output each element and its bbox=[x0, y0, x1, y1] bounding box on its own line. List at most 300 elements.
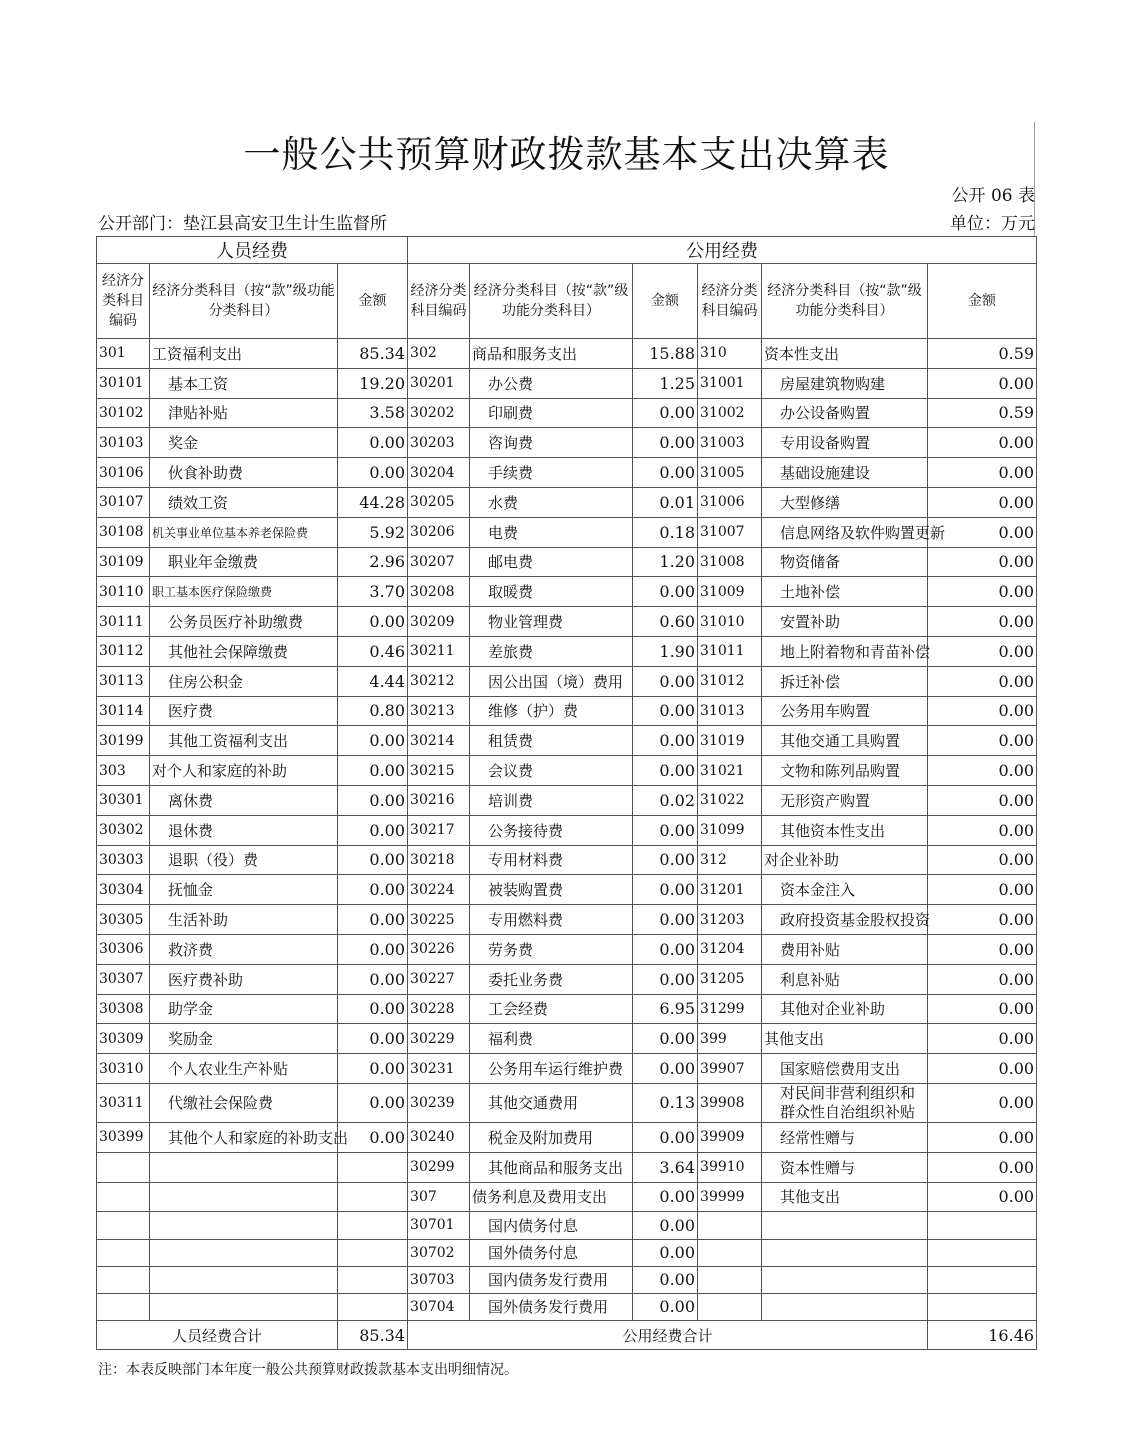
cell-name: 培训费 bbox=[470, 785, 633, 815]
table-row bbox=[97, 994, 1037, 1024]
cell-amount bbox=[928, 1266, 1037, 1293]
cell-amount: 0.01 bbox=[633, 487, 698, 517]
cell-amount: 0.00 bbox=[633, 398, 698, 428]
cell-amount bbox=[928, 1212, 1037, 1239]
cell-name: 大型修缮 bbox=[762, 487, 928, 517]
personnel-total-label: 人员经费合计 bbox=[97, 1321, 338, 1350]
cell-code: 30231 bbox=[408, 1054, 470, 1084]
col-header-name: 经济分类科目（按“款”级功能分类科目） bbox=[470, 264, 633, 339]
cell-name: 地上附着物和青苗补偿 bbox=[762, 636, 928, 666]
cell-amount: 0.00 bbox=[928, 607, 1037, 637]
cell-name: 国外债务付息 bbox=[470, 1239, 633, 1266]
cell-code: 30103 bbox=[97, 428, 150, 458]
cell-amount: 0.80 bbox=[338, 696, 408, 726]
cell-amount: 1.25 bbox=[633, 368, 698, 398]
cell-code: 31204 bbox=[698, 934, 762, 964]
cell-name: 国内债务发行费用 bbox=[470, 1266, 633, 1293]
cell-code: 30207 bbox=[408, 547, 470, 577]
cell-name bbox=[762, 1239, 928, 1266]
table-row bbox=[97, 875, 1037, 905]
cell-code: 30110 bbox=[97, 577, 150, 607]
cell-name: 国外债务发行费用 bbox=[470, 1293, 633, 1320]
cell-code: 30303 bbox=[97, 845, 150, 875]
cell-code: 39907 bbox=[698, 1054, 762, 1084]
cell-code: 30112 bbox=[97, 636, 150, 666]
cell-code: 30101 bbox=[97, 368, 150, 398]
table-row bbox=[97, 756, 1037, 786]
cell-amount: 0.00 bbox=[928, 726, 1037, 756]
cell-code: 30307 bbox=[97, 964, 150, 994]
cell-name bbox=[762, 1212, 928, 1239]
col-header-amount: 金额 bbox=[633, 264, 698, 339]
cell-amount bbox=[928, 1239, 1037, 1266]
cell-code: 31011 bbox=[698, 636, 762, 666]
cell-name: 工会经费 bbox=[470, 994, 633, 1024]
cell-name: 其他交通费用 bbox=[470, 1083, 633, 1122]
cell-name bbox=[762, 1293, 928, 1320]
cell-name: 基本工资 bbox=[150, 368, 338, 398]
cell-code: 30399 bbox=[97, 1122, 150, 1152]
cell-amount: 0.00 bbox=[928, 487, 1037, 517]
cell-name: 商品和服务支出 bbox=[470, 339, 633, 369]
cell-amount: 6.95 bbox=[633, 994, 698, 1024]
cell-code: 30215 bbox=[408, 756, 470, 786]
cell-code: 30107 bbox=[97, 487, 150, 517]
cell-name: 其他个人和家庭的补助支出 bbox=[150, 1122, 338, 1152]
cell-name: 水费 bbox=[470, 487, 633, 517]
cell-code: 31021 bbox=[698, 756, 762, 786]
cell-code: 31012 bbox=[698, 666, 762, 696]
cell-name: 其他社会保障缴费 bbox=[150, 636, 338, 666]
cell-amount: 0.00 bbox=[633, 934, 698, 964]
cell-amount: 0.00 bbox=[338, 815, 408, 845]
cell-code: 39910 bbox=[698, 1152, 762, 1182]
cell-name: 公务员医疗补助缴费 bbox=[150, 607, 338, 637]
cell-code: 30214 bbox=[408, 726, 470, 756]
cell-code: 312 bbox=[698, 845, 762, 875]
cell-amount: 1.20 bbox=[633, 547, 698, 577]
cell-amount: 0.00 bbox=[633, 696, 698, 726]
cell-amount: 0.00 bbox=[928, 934, 1037, 964]
cell-code: 31019 bbox=[698, 726, 762, 756]
cell-amount: 0.59 bbox=[928, 339, 1037, 369]
cell-amount: 0.00 bbox=[633, 905, 698, 935]
cell-code: 30239 bbox=[408, 1083, 470, 1122]
col-header-amount: 金额 bbox=[928, 264, 1037, 339]
table-row bbox=[97, 696, 1037, 726]
cell-amount: 0.00 bbox=[928, 1024, 1037, 1054]
col-header-amount: 金额 bbox=[338, 264, 408, 339]
personnel-total-value: 85.34 bbox=[338, 1321, 408, 1350]
cell-code: 30217 bbox=[408, 815, 470, 845]
cell-name: 专用燃料费 bbox=[470, 905, 633, 935]
cell-name: 资本金注入 bbox=[762, 875, 928, 905]
col-header-name: 经济分类科目（按“款”级功能分类科目） bbox=[150, 264, 338, 339]
cell-name: 办公费 bbox=[470, 368, 633, 398]
cell-amount: 0.00 bbox=[928, 1122, 1037, 1152]
table-row bbox=[97, 607, 1037, 637]
cell-amount: 5.92 bbox=[338, 517, 408, 547]
section-public: 公用经费 bbox=[408, 237, 1037, 264]
cell-amount: 0.00 bbox=[928, 1054, 1037, 1084]
cell-code: 30701 bbox=[408, 1212, 470, 1239]
cell-code bbox=[698, 1266, 762, 1293]
cell-code: 30308 bbox=[97, 994, 150, 1024]
cell-amount: 0.00 bbox=[338, 1024, 408, 1054]
cell-amount: 0.00 bbox=[633, 1122, 698, 1152]
cell-amount: 2.96 bbox=[338, 547, 408, 577]
cell-amount: 0.00 bbox=[928, 428, 1037, 458]
cell-amount: 0.00 bbox=[928, 785, 1037, 815]
cell-amount bbox=[338, 1152, 408, 1182]
cell-code bbox=[698, 1212, 762, 1239]
cell-code: 30114 bbox=[97, 696, 150, 726]
cell-name bbox=[150, 1182, 338, 1212]
cell-amount: 0.00 bbox=[633, 666, 698, 696]
cell-name: 机关事业单位基本养老保险费 bbox=[150, 517, 338, 547]
cell-amount: 0.00 bbox=[338, 994, 408, 1024]
cell-name: 职工基本医疗保险缴费 bbox=[150, 577, 338, 607]
cell-name bbox=[762, 1266, 928, 1293]
cell-code: 31001 bbox=[698, 368, 762, 398]
table-row bbox=[97, 1122, 1037, 1152]
table-row bbox=[97, 666, 1037, 696]
cell-name: 其他资本性支出 bbox=[762, 815, 928, 845]
cell-code bbox=[97, 1182, 150, 1212]
cell-name: 信息网络及软件购置更新 bbox=[762, 517, 928, 547]
cell-name: 办公设备购置 bbox=[762, 398, 928, 428]
cell-code: 31003 bbox=[698, 428, 762, 458]
cell-name bbox=[150, 1239, 338, 1266]
cell-code: 30224 bbox=[408, 875, 470, 905]
cell-name: 职业年金缴费 bbox=[150, 547, 338, 577]
cell-name: 离休费 bbox=[150, 785, 338, 815]
cell-amount: 0.13 bbox=[633, 1083, 698, 1122]
cell-code: 30311 bbox=[97, 1083, 150, 1122]
cell-name bbox=[150, 1212, 338, 1239]
table-row bbox=[97, 1152, 1037, 1182]
cell-name: 其他交通工具购置 bbox=[762, 726, 928, 756]
cell-amount: 0.00 bbox=[928, 815, 1037, 845]
cell-code: 30704 bbox=[408, 1293, 470, 1320]
cell-name bbox=[150, 1293, 338, 1320]
cell-code: 30702 bbox=[408, 1239, 470, 1266]
cell-name: 代缴社会保险费 bbox=[150, 1083, 338, 1122]
cell-name: 委托业务费 bbox=[470, 964, 633, 994]
cell-amount: 0.00 bbox=[928, 696, 1037, 726]
cell-amount: 0.18 bbox=[633, 517, 698, 547]
cell-code: 30703 bbox=[408, 1266, 470, 1293]
cell-amount: 0.00 bbox=[633, 815, 698, 845]
table-row bbox=[97, 636, 1037, 666]
cell-code: 31099 bbox=[698, 815, 762, 845]
cell-name: 其他支出 bbox=[762, 1182, 928, 1212]
cell-code: 30206 bbox=[408, 517, 470, 547]
cell-name: 咨询费 bbox=[470, 428, 633, 458]
table-row bbox=[97, 726, 1037, 756]
cell-name: 基础设施建设 bbox=[762, 458, 928, 488]
section-personnel: 人员经费 bbox=[97, 237, 408, 264]
table-row bbox=[97, 517, 1037, 547]
cell-amount: 0.00 bbox=[338, 428, 408, 458]
cell-amount: 0.00 bbox=[633, 1293, 698, 1320]
cell-amount: 4.44 bbox=[338, 666, 408, 696]
cell-code: 30310 bbox=[97, 1054, 150, 1084]
table-row bbox=[97, 339, 1037, 369]
cell-name: 其他商品和服务支出 bbox=[470, 1152, 633, 1182]
cell-code: 30202 bbox=[408, 398, 470, 428]
table-row bbox=[97, 964, 1037, 994]
cell-name: 租赁费 bbox=[470, 726, 633, 756]
cell-code: 302 bbox=[408, 339, 470, 369]
cell-code: 30226 bbox=[408, 934, 470, 964]
cell-amount: 0.00 bbox=[928, 1152, 1037, 1182]
cell-amount: 0.00 bbox=[633, 1212, 698, 1239]
cell-name: 公务用车购置 bbox=[762, 696, 928, 726]
cell-amount: 3.70 bbox=[338, 577, 408, 607]
table-row bbox=[97, 785, 1037, 815]
cell-code: 31205 bbox=[698, 964, 762, 994]
cell-name: 资本性支出 bbox=[762, 339, 928, 369]
cell-amount: 0.00 bbox=[338, 756, 408, 786]
cell-amount bbox=[338, 1293, 408, 1320]
cell-code: 30212 bbox=[408, 666, 470, 696]
cell-name: 维修（护）费 bbox=[470, 696, 633, 726]
cell-name: 对企业补助 bbox=[762, 845, 928, 875]
cell-amount: 0.00 bbox=[633, 964, 698, 994]
cell-name: 国内债务付息 bbox=[470, 1212, 633, 1239]
cell-name: 医疗费补助 bbox=[150, 964, 338, 994]
cell-code: 307 bbox=[408, 1182, 470, 1212]
cell-code: 31201 bbox=[698, 875, 762, 905]
cell-amount: 0.00 bbox=[338, 1122, 408, 1152]
col-header-code: 经济分类科目编码 bbox=[408, 264, 470, 339]
cell-name: 退职（役）费 bbox=[150, 845, 338, 875]
cell-name: 房屋建筑物购建 bbox=[762, 368, 928, 398]
table-row bbox=[97, 1266, 1037, 1293]
cell-amount: 0.00 bbox=[338, 875, 408, 905]
cell-code: 31006 bbox=[698, 487, 762, 517]
cell-amount: 0.00 bbox=[633, 875, 698, 905]
cell-amount: 0.00 bbox=[338, 458, 408, 488]
cell-amount: 0.00 bbox=[928, 756, 1037, 786]
cell-code bbox=[97, 1266, 150, 1293]
cell-amount: 0.00 bbox=[338, 1054, 408, 1084]
cell-code: 39999 bbox=[698, 1182, 762, 1212]
cell-amount: 15.88 bbox=[633, 339, 698, 369]
cell-name: 其他工资福利支出 bbox=[150, 726, 338, 756]
cell-amount: 0.00 bbox=[633, 845, 698, 875]
totals-row bbox=[97, 1321, 1037, 1350]
cell-code: 31009 bbox=[698, 577, 762, 607]
cell-amount: 44.28 bbox=[338, 487, 408, 517]
cell-amount: 0.00 bbox=[338, 964, 408, 994]
cell-code: 30240 bbox=[408, 1122, 470, 1152]
cell-code: 30216 bbox=[408, 785, 470, 815]
cell-name: 专用设备购置 bbox=[762, 428, 928, 458]
table-row bbox=[97, 547, 1037, 577]
cell-name bbox=[150, 1266, 338, 1293]
table-row bbox=[97, 1083, 1037, 1122]
cell-name: 奖励金 bbox=[150, 1024, 338, 1054]
cell-code: 30209 bbox=[408, 607, 470, 637]
cell-name: 医疗费 bbox=[150, 696, 338, 726]
page-title: 一般公共预算财政拨款基本支出决算表 bbox=[243, 133, 890, 176]
table-row bbox=[97, 1239, 1037, 1266]
cell-code: 30106 bbox=[97, 458, 150, 488]
table-row bbox=[97, 487, 1037, 517]
cell-code: 303 bbox=[97, 756, 150, 786]
table-row bbox=[97, 934, 1037, 964]
cell-name: 其他对企业补助 bbox=[762, 994, 928, 1024]
cell-code: 30299 bbox=[408, 1152, 470, 1182]
cell-code: 30113 bbox=[97, 666, 150, 696]
cell-code: 30111 bbox=[97, 607, 150, 637]
cell-name: 经常性赠与 bbox=[762, 1122, 928, 1152]
table-row bbox=[97, 428, 1037, 458]
cell-amount: 0.60 bbox=[633, 607, 698, 637]
cell-code: 31007 bbox=[698, 517, 762, 547]
cell-code: 30213 bbox=[408, 696, 470, 726]
cell-name: 对个人和家庭的补助 bbox=[150, 756, 338, 786]
cell-name: 公务用车运行维护费 bbox=[470, 1054, 633, 1084]
cell-code bbox=[698, 1239, 762, 1266]
col-header-code: 经济分类科目编码 bbox=[97, 264, 150, 339]
cell-name: 被装购置费 bbox=[470, 875, 633, 905]
cell-name: 安置补助 bbox=[762, 607, 928, 637]
cell-amount: 0.00 bbox=[928, 964, 1037, 994]
column-header-row bbox=[97, 264, 1037, 339]
cell-amount: 0.00 bbox=[633, 458, 698, 488]
cell-name: 物业管理费 bbox=[470, 607, 633, 637]
cell-name: 对民间非营利组织和群众性自治组织补贴 bbox=[762, 1083, 928, 1122]
cell-amount: 0.00 bbox=[633, 1266, 698, 1293]
cell-name: 住房公积金 bbox=[150, 666, 338, 696]
section-header-row bbox=[97, 237, 1037, 264]
cell-amount: 0.59 bbox=[928, 398, 1037, 428]
cell-code: 30309 bbox=[97, 1024, 150, 1054]
unit-label: 单位：万元 bbox=[950, 214, 1035, 234]
cell-name: 手续费 bbox=[470, 458, 633, 488]
cell-name: 税金及附加费用 bbox=[470, 1122, 633, 1152]
cell-amount: 0.00 bbox=[928, 517, 1037, 547]
cell-code: 30208 bbox=[408, 577, 470, 607]
cell-amount: 3.58 bbox=[338, 398, 408, 428]
table-row bbox=[97, 1182, 1037, 1212]
cell-name: 费用补贴 bbox=[762, 934, 928, 964]
cell-amount bbox=[338, 1212, 408, 1239]
cell-name: 津贴补贴 bbox=[150, 398, 338, 428]
cell-amount: 0.00 bbox=[338, 845, 408, 875]
form-number: 公开 06 表 bbox=[951, 186, 1035, 206]
cell-amount: 0.00 bbox=[338, 1083, 408, 1122]
table-row bbox=[97, 905, 1037, 935]
cell-code: 31005 bbox=[698, 458, 762, 488]
cell-name: 因公出国（境）费用 bbox=[470, 666, 633, 696]
cell-code: 31022 bbox=[698, 785, 762, 815]
expenditure-table bbox=[96, 236, 1037, 1350]
cell-code: 30201 bbox=[408, 368, 470, 398]
cell-name: 国家赔偿费用支出 bbox=[762, 1054, 928, 1084]
cell-amount: 0.00 bbox=[338, 785, 408, 815]
cell-amount: 0.00 bbox=[928, 666, 1037, 696]
cell-code: 30211 bbox=[408, 636, 470, 666]
cell-amount: 85.34 bbox=[338, 339, 408, 369]
cell-code: 31010 bbox=[698, 607, 762, 637]
cell-code: 30199 bbox=[97, 726, 150, 756]
cell-name: 伙食补助费 bbox=[150, 458, 338, 488]
cell-code: 30108 bbox=[97, 517, 150, 547]
cell-code: 30109 bbox=[97, 547, 150, 577]
cell-amount: 0.00 bbox=[338, 607, 408, 637]
public-total-value: 16.46 bbox=[928, 1321, 1037, 1350]
cell-code: 30228 bbox=[408, 994, 470, 1024]
cell-amount: 0.00 bbox=[928, 1083, 1037, 1122]
cell-amount: 0.00 bbox=[928, 905, 1037, 935]
cell-code bbox=[97, 1212, 150, 1239]
cell-code: 30225 bbox=[408, 905, 470, 935]
cell-code: 310 bbox=[698, 339, 762, 369]
cell-amount: 0.00 bbox=[928, 547, 1037, 577]
cell-name: 取暖费 bbox=[470, 577, 633, 607]
cell-amount bbox=[338, 1182, 408, 1212]
cell-code: 39909 bbox=[698, 1122, 762, 1152]
cell-name: 奖金 bbox=[150, 428, 338, 458]
cell-amount bbox=[928, 1293, 1037, 1320]
cell-name: 工资福利支出 bbox=[150, 339, 338, 369]
cell-code: 30304 bbox=[97, 875, 150, 905]
cell-code: 30203 bbox=[408, 428, 470, 458]
cell-code: 30301 bbox=[97, 785, 150, 815]
table-row bbox=[97, 1054, 1037, 1084]
cell-code bbox=[97, 1239, 150, 1266]
cell-amount: 0.00 bbox=[928, 368, 1037, 398]
cell-code: 30227 bbox=[408, 964, 470, 994]
table-row bbox=[97, 845, 1037, 875]
cell-code: 31299 bbox=[698, 994, 762, 1024]
cell-amount: 0.00 bbox=[928, 875, 1037, 905]
cell-code: 399 bbox=[698, 1024, 762, 1054]
cell-name: 差旅费 bbox=[470, 636, 633, 666]
cell-code: 31013 bbox=[698, 696, 762, 726]
cell-amount: 0.00 bbox=[338, 905, 408, 935]
table-row bbox=[97, 1024, 1037, 1054]
cell-amount: 0.02 bbox=[633, 785, 698, 815]
table-row bbox=[97, 1293, 1037, 1320]
cell-amount: 0.00 bbox=[633, 726, 698, 756]
cell-name: 政府投资基金股权投资 bbox=[762, 905, 928, 935]
cell-name: 会议费 bbox=[470, 756, 633, 786]
cell-name: 文物和陈列品购置 bbox=[762, 756, 928, 786]
cell-name: 绩效工资 bbox=[150, 487, 338, 517]
cell-name: 专用材料费 bbox=[470, 845, 633, 875]
cell-name: 电费 bbox=[470, 517, 633, 547]
cell-amount: 0.00 bbox=[928, 1182, 1037, 1212]
department-label: 公开部门：垫江县高安卫生计生监督所 bbox=[98, 214, 387, 234]
cell-name: 无形资产购置 bbox=[762, 785, 928, 815]
cell-name: 公务接待费 bbox=[470, 815, 633, 845]
cell-code: 30306 bbox=[97, 934, 150, 964]
table-row bbox=[97, 1212, 1037, 1239]
cell-name: 抚恤金 bbox=[150, 875, 338, 905]
cell-amount: 0.00 bbox=[633, 1024, 698, 1054]
cell-code bbox=[97, 1152, 150, 1182]
table-row bbox=[97, 368, 1037, 398]
cell-code: 31203 bbox=[698, 905, 762, 935]
cell-name: 土地补偿 bbox=[762, 577, 928, 607]
cell-code bbox=[698, 1293, 762, 1320]
cell-code: 301 bbox=[97, 339, 150, 369]
